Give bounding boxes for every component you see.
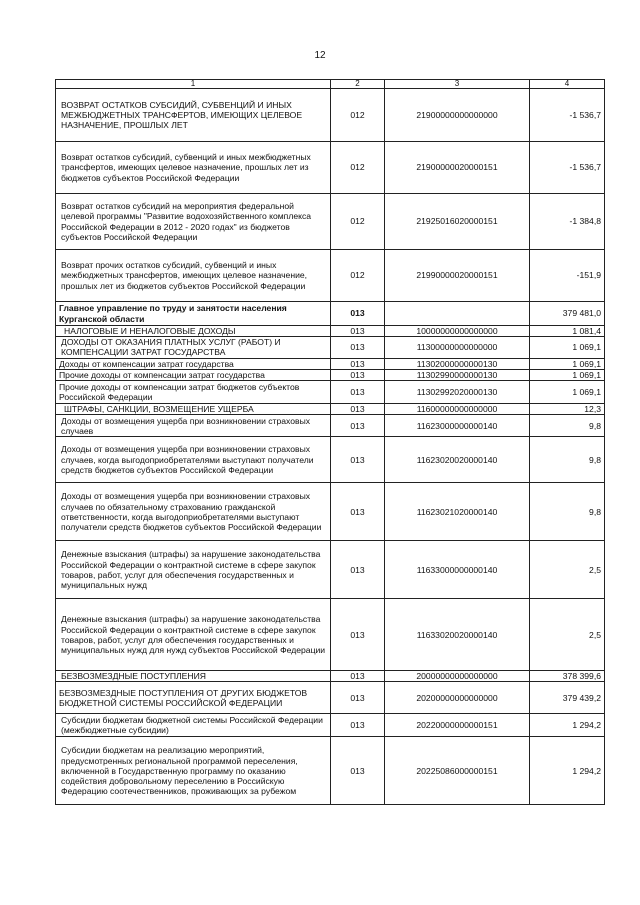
row-amount: 9,8	[530, 415, 605, 437]
row-kbk: 11623021020000140	[385, 483, 530, 541]
table-row	[56, 415, 605, 437]
row-code: 013	[331, 415, 385, 437]
row-code: 013	[331, 337, 385, 358]
row-kbk: 21900000020000151	[385, 142, 530, 194]
row-amount: -1 536,7	[530, 142, 605, 194]
row-amount: 378 399,6	[530, 671, 605, 682]
row-amount: -151,9	[530, 250, 605, 302]
row-kbk: 11633000000000140	[385, 541, 530, 599]
row-kbk: 21900000000000000	[385, 89, 530, 142]
row-code: 013	[331, 541, 385, 599]
table-row	[56, 381, 605, 404]
row-kbk: 20000000000000000	[385, 671, 530, 682]
row-code: 012	[331, 89, 385, 142]
table-row	[56, 369, 605, 380]
row-kbk: 11302990000000130	[385, 369, 530, 380]
row-name: Доходы от возмещения ущерба при возникновении страховых случаев	[56, 415, 331, 437]
row-amount: -1 384,8	[530, 194, 605, 250]
row-amount: 1 069,1	[530, 369, 605, 380]
row-name: Субсидии бюджетам на реализацию мероприятий, предусмотренных региональной программой переселения, включенной в Государственную программу по оказанию содействия добровольному переселению в Российскую Федерацию соотечественников, проживающих за рубежом	[56, 737, 331, 805]
row-amount: 2,5	[530, 599, 605, 671]
row-kbk: 21925016020000151	[385, 194, 530, 250]
row-code: 013	[331, 369, 385, 380]
row-amount: 1 294,2	[530, 714, 605, 737]
row-code: 013	[331, 671, 385, 682]
table-row	[56, 483, 605, 541]
row-kbk: 11302992020000130	[385, 381, 530, 404]
row-name: Субсидии бюджетам бюджетной системы Российской Федерации (межбюджетные субсидии)	[56, 714, 331, 737]
row-kbk: 11633020020000140	[385, 599, 530, 671]
row-amount: 2,5	[530, 541, 605, 599]
table-row	[56, 599, 605, 671]
row-kbk: 11302000000000130	[385, 358, 530, 369]
table-row	[56, 194, 605, 250]
row-name: ШТРАФЫ, САНКЦИИ, ВОЗМЕЩЕНИЕ УЩЕРБА	[56, 404, 331, 415]
row-code: 013	[331, 714, 385, 737]
row-code: 013	[331, 326, 385, 337]
table-row	[56, 682, 605, 714]
table-row	[56, 302, 605, 326]
row-code: 012	[331, 250, 385, 302]
row-name: Доходы от компенсации затрат государства	[56, 358, 331, 369]
table-header-row	[56, 80, 605, 89]
row-kbk: 11300000000000000	[385, 337, 530, 358]
table-row	[56, 337, 605, 358]
header-col-1: 1	[56, 80, 331, 89]
table-row	[56, 326, 605, 337]
table-row	[56, 250, 605, 302]
row-name: БЕЗВОЗМЕЗДНЫЕ ПОСТУПЛЕНИЯ	[56, 671, 331, 682]
row-name: БЕЗВОЗМЕЗДНЫЕ ПОСТУПЛЕНИЯ ОТ ДРУГИХ БЮДЖЕТОВ БЮДЖЕТНОЙ СИСТЕМЫ РОССИЙСКОЙ ФЕДЕРАЦИИ	[56, 682, 331, 714]
row-name: ДОХОДЫ ОТ ОКАЗАНИЯ ПЛАТНЫХ УСЛУГ (РАБОТ) И КОМПЕНСАЦИИ ЗАТРАТ ГОСУДАРСТВА	[56, 337, 331, 358]
row-amount: 1 069,1	[530, 381, 605, 404]
row-name: ВОЗВРАТ ОСТАТКОВ СУБСИДИЙ, СУБВЕНЦИЙ И ИНЫХ МЕЖБЮДЖЕТНЫХ ТРАНСФЕРТОВ, ИМЕЮЩИХ ЦЕЛЕВОЕ НАЗНАЧЕНИЕ, ПРОШЛЫХ ЛЕТ	[56, 89, 331, 142]
revenue-table	[55, 79, 605, 805]
table-row	[56, 142, 605, 194]
page-number: 12	[314, 50, 326, 61]
row-code: 013	[331, 437, 385, 483]
row-code: 013	[331, 302, 385, 326]
row-kbk: 11600000000000000	[385, 404, 530, 415]
table-row	[56, 358, 605, 369]
table-row	[56, 404, 605, 415]
row-code: 012	[331, 142, 385, 194]
row-name: Доходы от возмещения ущерба при возникновении страховых случаев по обязательному страхованию гражданской ответственности, когда выгодоприобретателями выступают получатели средств бюджетов субъектов Российской Федерации	[56, 483, 331, 541]
row-kbk	[385, 302, 530, 326]
header-col-3: 3	[385, 80, 530, 89]
row-name: Главное управление по труду и занятости населения Курганской области	[56, 302, 331, 326]
row-name: НАЛОГОВЫЕ И НЕНАЛОГОВЫЕ ДОХОДЫ	[56, 326, 331, 337]
row-name: Возврат остатков субсидий на мероприятия федеральной целевой программы "Развитие водохозяйственного комплекса Российской Федерации в 2012 - 2020 годах" из бюджетов субъектов Российской Федерации	[56, 194, 331, 250]
row-kbk: 10000000000000000	[385, 326, 530, 337]
table-row	[56, 671, 605, 682]
row-amount: 1 294,2	[530, 737, 605, 805]
row-kbk: 21990000020000151	[385, 250, 530, 302]
header-col-4: 4	[530, 80, 605, 89]
row-name: Денежные взыскания (штрафы) за нарушение законодательства Российской Федерации о контрактной системе в сфере закупок товаров, работ, услуг для обеспечения государственных и муниципальных нужд	[56, 541, 331, 599]
table-row	[56, 89, 605, 142]
row-code: 013	[331, 599, 385, 671]
row-amount: 1 081,4	[530, 326, 605, 337]
row-name: Прочие доходы от компенсации затрат бюджетов субъектов Российской Федерации	[56, 381, 331, 404]
row-amount: 379 439,2	[530, 682, 605, 714]
row-kbk: 20200000000000000	[385, 682, 530, 714]
row-amount: 9,8	[530, 483, 605, 541]
row-code: 013	[331, 358, 385, 369]
row-code: 013	[331, 404, 385, 415]
row-code: 013	[331, 483, 385, 541]
row-code: 013	[331, 737, 385, 805]
row-code: 012	[331, 194, 385, 250]
row-kbk: 11623020020000140	[385, 437, 530, 483]
row-kbk: 20225086000000151	[385, 737, 530, 805]
row-amount: -1 536,7	[530, 89, 605, 142]
row-name: Возврат остатков субсидий, субвенций и иных межбюджетных трансфертов, имеющих целевое назначение, прошлых лет из бюджетов субъектов Российской Федерации	[56, 142, 331, 194]
row-amount: 1 069,1	[530, 358, 605, 369]
row-kbk: 20220000000000151	[385, 714, 530, 737]
row-name: Возврат прочих остатков субсидий, субвенций и иных межбюджетных трансфертов, имеющих целевое назначение, прошлых лет из бюджетов субъектов Российской Федерации	[56, 250, 331, 302]
row-amount: 12,3	[530, 404, 605, 415]
row-amount: 9,8	[530, 437, 605, 483]
row-code: 013	[331, 682, 385, 714]
row-amount: 379 481,0	[530, 302, 605, 326]
table-row	[56, 437, 605, 483]
row-name: Денежные взыскания (штрафы) за нарушение законодательства Российской Федерации о контрактной системе в сфере закупок товаров, работ, услуг для обеспечения государственных и муниципальных нужд для нужд субъектов Российской Федерации	[56, 599, 331, 671]
row-name: Доходы от возмещения ущерба при возникновении страховых случаев, когда выгодоприобретателями выступают получатели средств бюджетов субъектов Российской Федерации	[56, 437, 331, 483]
row-kbk: 11623000000000140	[385, 415, 530, 437]
row-amount: 1 069,1	[530, 337, 605, 358]
header-col-2: 2	[331, 80, 385, 89]
table-row	[56, 714, 605, 737]
row-name: Прочие доходы от компенсации затрат государства	[56, 369, 331, 380]
table-row	[56, 737, 605, 805]
table-row	[56, 541, 605, 599]
row-code: 013	[331, 381, 385, 404]
